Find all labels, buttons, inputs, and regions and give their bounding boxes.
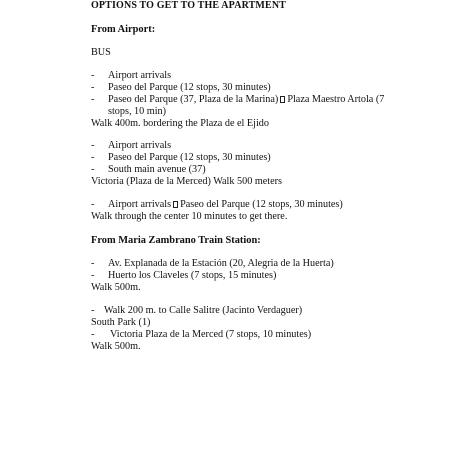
walk-instruction: Victoria (Plaza de la Merced) Walk 500 meters xyxy=(91,176,283,187)
list-item-text-before: Paseo del Parque (37, Plaza de la Marina) xyxy=(108,94,279,105)
walk-instruction: Walk 500m. xyxy=(91,282,141,293)
list-item-text: Airport arrivals xyxy=(108,70,172,81)
list-item-text xyxy=(108,199,343,211)
list-item-continuation: stops, 10 min) xyxy=(108,106,167,117)
bullet-dash: - xyxy=(91,305,95,316)
list-item-text xyxy=(108,94,384,106)
list-item-text: Paseo del Parque (12 stops, 30 minutes) xyxy=(108,82,271,93)
bullet-dash: - xyxy=(91,94,95,105)
document-title: OPTIONS TO GET TO THE APARTMENT xyxy=(91,0,287,11)
missing-glyph-icon xyxy=(280,96,285,103)
list-item-text-after: Paseo del Parque (12 stops, 30 minutes) xyxy=(180,199,343,210)
bullet-dash: - xyxy=(91,70,95,81)
list-item-text: Av. Explanada de la Estación (20, Alegria de la Huerta) xyxy=(108,258,334,269)
list-item-text-before: Airport arrivals xyxy=(108,199,172,210)
list-item-text: Victoria Plaza de la Merced (7 stops, 10 minutes) xyxy=(110,329,312,340)
bullet-dash: - xyxy=(91,82,95,93)
bullet-dash: - xyxy=(91,152,95,163)
airport-heading: From Airport: xyxy=(91,24,156,35)
list-item-text: Airport arrivals xyxy=(108,140,172,151)
walk-instruction: Walk 400m. bordering the Plaza de el Ejido xyxy=(91,118,269,129)
walk-instruction: Walk through the center 10 minutes to get there. xyxy=(91,211,288,222)
list-item-text: Walk 200 m. to Calle Salitre (Jacinto Verdaguer) xyxy=(104,305,303,316)
route-line: South Park (1) xyxy=(91,317,151,328)
transport-mode-label: BUS xyxy=(91,47,111,58)
bullet-dash: - xyxy=(91,164,95,175)
list-item-text-after: Plaza Maestro Artola (7 xyxy=(287,94,385,105)
list-item-text: Paseo del Parque (12 stops, 30 minutes) xyxy=(108,152,271,163)
list-item-text: Huerto los Claveles (7 stops, 15 minutes) xyxy=(108,270,277,281)
bullet-dash: - xyxy=(91,140,95,151)
bullet-dash: - xyxy=(91,199,95,210)
train-heading: From Maria Zambrano Train Station: xyxy=(91,235,261,246)
bullet-dash: - xyxy=(91,258,95,269)
walk-instruction: Walk 500m. xyxy=(91,341,141,352)
bullet-dash: - xyxy=(91,270,95,281)
list-item-text: South main avenue (37) xyxy=(108,164,206,175)
missing-glyph-icon xyxy=(173,201,178,208)
bullet-dash: - xyxy=(91,329,95,340)
